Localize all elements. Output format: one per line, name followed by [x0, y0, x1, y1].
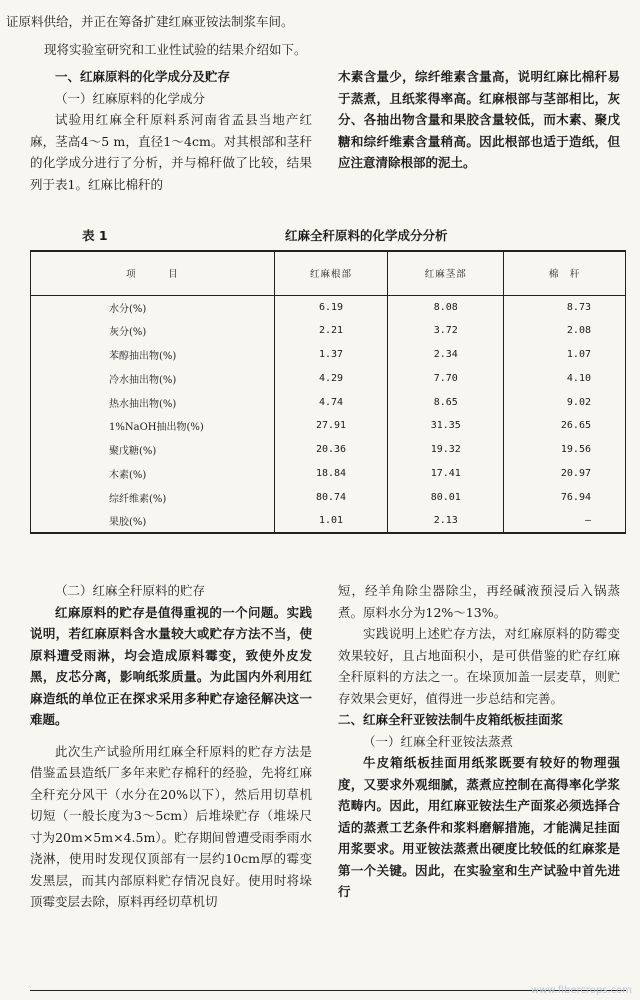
header-stem: 红麻茎部	[388, 251, 504, 295]
cell-cotton: 9.02	[504, 390, 626, 414]
cell-root: 1.01	[274, 509, 388, 533]
section2-subheading-1: （一）红麻全秆亚铵法蒸煮	[363, 733, 514, 749]
cell-cotton: 76.94	[504, 485, 626, 509]
table-row	[31, 366, 626, 390]
storage-conclusion-paragraph: 实践说明上述贮存方法，对红麻原料的防霉变效果较好，且占地面积小，是可供借鉴的贮存红麻全秆原料的方法之一。在垛顶加盖一层麦草，则贮存效果会更好，值得进一步总结和完善。	[338, 626, 620, 706]
cell-root: 6.19	[274, 295, 388, 319]
cell-root: 80.74	[274, 485, 388, 509]
cell-stem: 31.35	[388, 414, 504, 438]
cell-cotton: —	[504, 509, 626, 533]
cell-stem: 80.01	[388, 485, 504, 509]
table-caption	[30, 226, 620, 246]
table-row	[31, 509, 626, 533]
cell-root: 4.74	[274, 390, 388, 414]
section2-right-column	[338, 580, 620, 903]
cell-cotton: 20.97	[504, 462, 626, 486]
storage-paragraph-1: 红麻原料的贮存是值得重视的一个问题。实践说明，若红麻原料含水量较大或贮存方法不当，使原料遭受雨淋，均会造成原料霉变，致使外皮发黑，皮芯分离，影响纸浆质量。为此国内外利用红麻造纸的单位正在探求采用多种贮存途径解决这一难题。	[30, 604, 312, 727]
row-label: 热水抽出物(%)	[31, 390, 275, 414]
intro-line-1: 证原料供给，并正在筹备扩建红麻亚铵法制浆车间。	[6, 14, 294, 29]
watermark: www.fibercrops.com	[530, 985, 632, 996]
row-label: 综纤维素(%)	[31, 485, 275, 509]
cell-root: 18.84	[274, 462, 388, 486]
row-label: 果胶(%)	[31, 509, 275, 533]
cell-root: 4.29	[274, 366, 388, 390]
table-number: 表 1	[82, 228, 108, 243]
row-label: 水分(%)	[31, 295, 275, 319]
cell-cotton: 8.73	[504, 295, 626, 319]
table-title: 红麻全秆原料的化学成分分析	[285, 228, 448, 243]
section1b-left-column	[30, 580, 312, 913]
storage-continued-paragraph: 短，经羊角除尘器除尘，再经碱液预浸后入锅蒸煮。原料水分为12%～13%。	[338, 583, 620, 620]
section1-left-column	[30, 66, 312, 195]
table-row	[31, 343, 626, 367]
cell-root: 2.21	[274, 319, 388, 343]
section1-paragraph-2: 木素含量少，综纤维素含量高，说明红麻比棉秆易于蒸煮，且纸浆得率高。红麻根部与茎部相比，灰分、各抽出物含量和果胶含量较低，而木素、聚戊糖和综纤维素含量稍高。因此根部也适于造纸，但应注意清除根部的泥土。	[338, 69, 620, 170]
cell-stem: 3.72	[388, 319, 504, 343]
cell-cotton: 1.07	[504, 343, 626, 367]
cell-root: 27.91	[274, 414, 388, 438]
cell-root: 20.36	[274, 438, 388, 462]
cell-stem: 7.70	[388, 366, 504, 390]
row-label: 木素(%)	[31, 462, 275, 486]
table-row	[31, 485, 626, 509]
cell-stem: 17.41	[388, 462, 504, 486]
intro-line-2: 现将实验室研究和工业性试验的结果介绍如下。	[44, 42, 307, 57]
header-item: 项 目	[31, 251, 275, 295]
table-row	[31, 319, 626, 343]
table-row	[31, 295, 626, 319]
table-row	[31, 462, 626, 486]
cell-cotton: 2.08	[504, 319, 626, 343]
cell-cotton: 4.10	[504, 366, 626, 390]
storage-subheading: （二）红麻全秆原料的贮存	[55, 583, 206, 598]
table-row	[31, 414, 626, 438]
composition-table	[30, 250, 626, 534]
row-label: 1%NaOH抽出物(%)	[31, 414, 275, 438]
row-label: 聚戊糖(%)	[31, 438, 275, 462]
section1-paragraph-1: 试验用红麻全秆原料系河南省孟县当地产红麻，茎高4～5 m，直径1～4cm。对其根部和茎秆的化学成分进行了分析，并与棉秆做了比较，结果列于表1。红麻比棉秆的	[30, 112, 312, 192]
cell-stem: 2.13	[388, 509, 504, 533]
cell-stem: 19.32	[388, 438, 504, 462]
cell-stem: 8.65	[388, 390, 504, 414]
row-label: 灰分(%)	[31, 319, 275, 343]
table-header-row	[31, 251, 626, 295]
cell-cotton: 26.65	[504, 414, 626, 438]
cell-cotton: 19.56	[504, 438, 626, 462]
header-cotton: 棉 秆	[504, 251, 626, 295]
section2-heading: 二、红麻全秆亚铵法制牛皮箱纸板挂面浆	[338, 712, 564, 727]
row-label: 冷水抽出物(%)	[31, 366, 275, 390]
cell-stem: 2.34	[388, 343, 504, 367]
cell-root: 1.37	[274, 343, 388, 367]
header-root: 红麻根部	[274, 251, 388, 295]
row-label: 苯醇抽出物(%)	[31, 343, 275, 367]
section2-paragraph-1: 牛皮箱纸板挂面用纸浆既要有较好的物理强度，又要求外观细腻，蒸煮应控制在高得率化学浆范畴内。因此，用红麻亚铵法生产面浆必须选择合适的蒸煮工艺条件和浆料磨解措施，才能满足挂面用浆要求。用亚铵法蒸煮出硬度比较低的红麻浆是第一个关键。因此，在实验室和生产试验中首先进行	[338, 755, 620, 899]
storage-paragraph-2: 此次生产试验所用红麻全秆原料的贮存方法是借鉴孟县造纸厂多年来贮存棉秆的经验，先将红麻全秆充分风干（水分在20%以下），然后用切草机切短（一般长度为3～5cm）后堆垛贮存（堆垛尺寸为20m×5m×4.5m）。贮存期间曾遭受雨季雨水浇淋，使用时发现仅顶部有一层约10cm厚的霉变发黑层，而其内部原料贮存情况良好。使用时将垛顶霉变层去除，原料再经切草机切	[30, 743, 312, 909]
table-row	[31, 438, 626, 462]
cell-stem: 8.08	[388, 295, 504, 319]
section1-subheading-1: （一）红麻原料的化学成分	[55, 90, 206, 106]
section1-right-column	[338, 66, 620, 174]
table-row	[31, 390, 626, 414]
section1-heading: 一、红麻原料的化学成分及贮存	[55, 69, 231, 84]
